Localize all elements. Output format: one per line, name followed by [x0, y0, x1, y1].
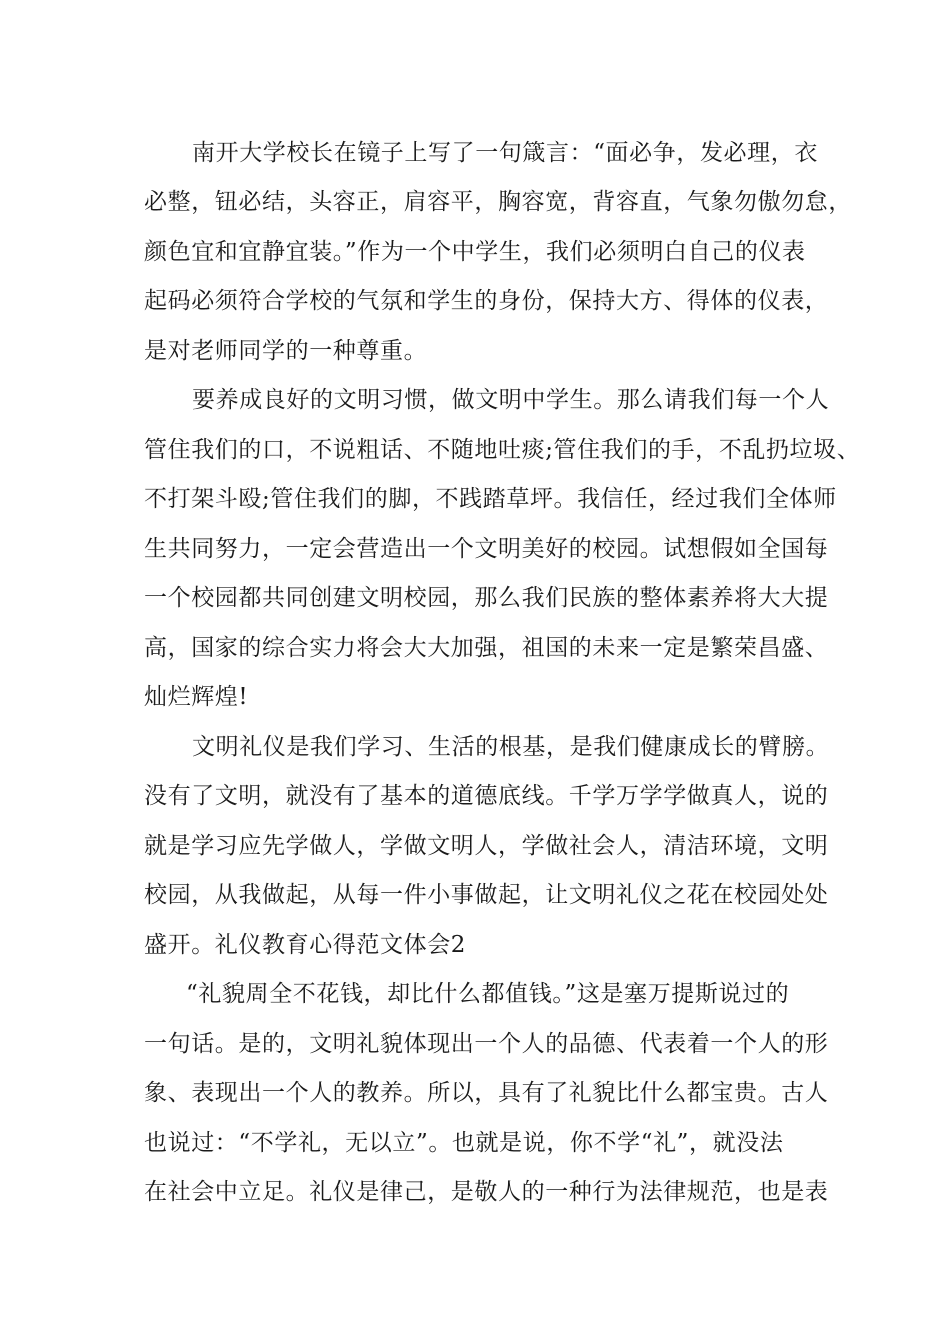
text-line: 就是学习应先学做人，学做文明人，学做社会人，清洁环境，文明 [144, 833, 829, 859]
text-line: 校园，从我做起，从每一件小事做起，让文明礼仪之花在校园处处 [144, 882, 829, 908]
text-line: 生共同努力，一定会营造出一个文明美好的校园。试想假如全国每 [144, 536, 829, 562]
text-line: 不打架斗殴;管住我们的脚，不践踏草坪。我信任，经过我们全体师 [144, 486, 837, 512]
text-line: 必整，钮必结，头容正，肩容平，胸容宽，背容直，气象勿傲勿怠， [144, 189, 852, 215]
text-line: “礼貌周全不花钱，却比什么都值钱。”这是塞万提斯说过的 [186, 981, 790, 1007]
text-line: 起码必须符合学校的气氛和学生的身份，保持大方、得体的仪表， [144, 288, 829, 314]
text-line: 颜色宜和宜静宜装。”作为一个中学生，我们必须明白自己的仪表 [144, 239, 806, 265]
text-line: 管住我们的口，不说粗话、不随地吐痰;管住我们的手，不乱扔垃圾、 [144, 437, 861, 463]
text-line: 是对老师同学的一种尊重。 [144, 338, 428, 364]
text-line: 文明礼仪是我们学习、生活的根基，是我们健康成长的臂膀。 [192, 734, 830, 760]
text-line: 一句话。是的，文明礼貌体现出一个人的品德、代表着一个人的形 [144, 1031, 829, 1057]
text-line: 也说过：“不学礼，无以立”。也就是说，你不学“礼”，就没法 [144, 1130, 784, 1156]
text-line: 南开大学校长在镜子上写了一句箴言：“面必争，发必理，衣 [192, 140, 818, 166]
text-line: 没有了文明，就没有了基本的道德底线。千学万学学做真人，说的 [144, 783, 829, 809]
text-line: 要养成良好的文明习惯，做文明中学生。那么请我们每一个人 [192, 387, 830, 413]
text-line: 盛开。礼仪教育心得范文体会2 [144, 932, 467, 958]
text-line: 在社会中立足。礼仪是律己，是敬人的一种行为法律规范，也是表 [144, 1179, 829, 1205]
text-line: 一个校园都共同创建文明校园，那么我们民族的整体素养将大大提 [144, 585, 829, 611]
text-line: 灿烂辉煌! [144, 684, 249, 710]
text-line: 象、表现出一个人的教养。所以，具有了礼貌比什么都宝贵。古人 [144, 1080, 829, 1106]
text-line: 高，国家的综合实力将会大大加强，祖国的未来一定是繁荣昌盛、 [144, 635, 829, 661]
